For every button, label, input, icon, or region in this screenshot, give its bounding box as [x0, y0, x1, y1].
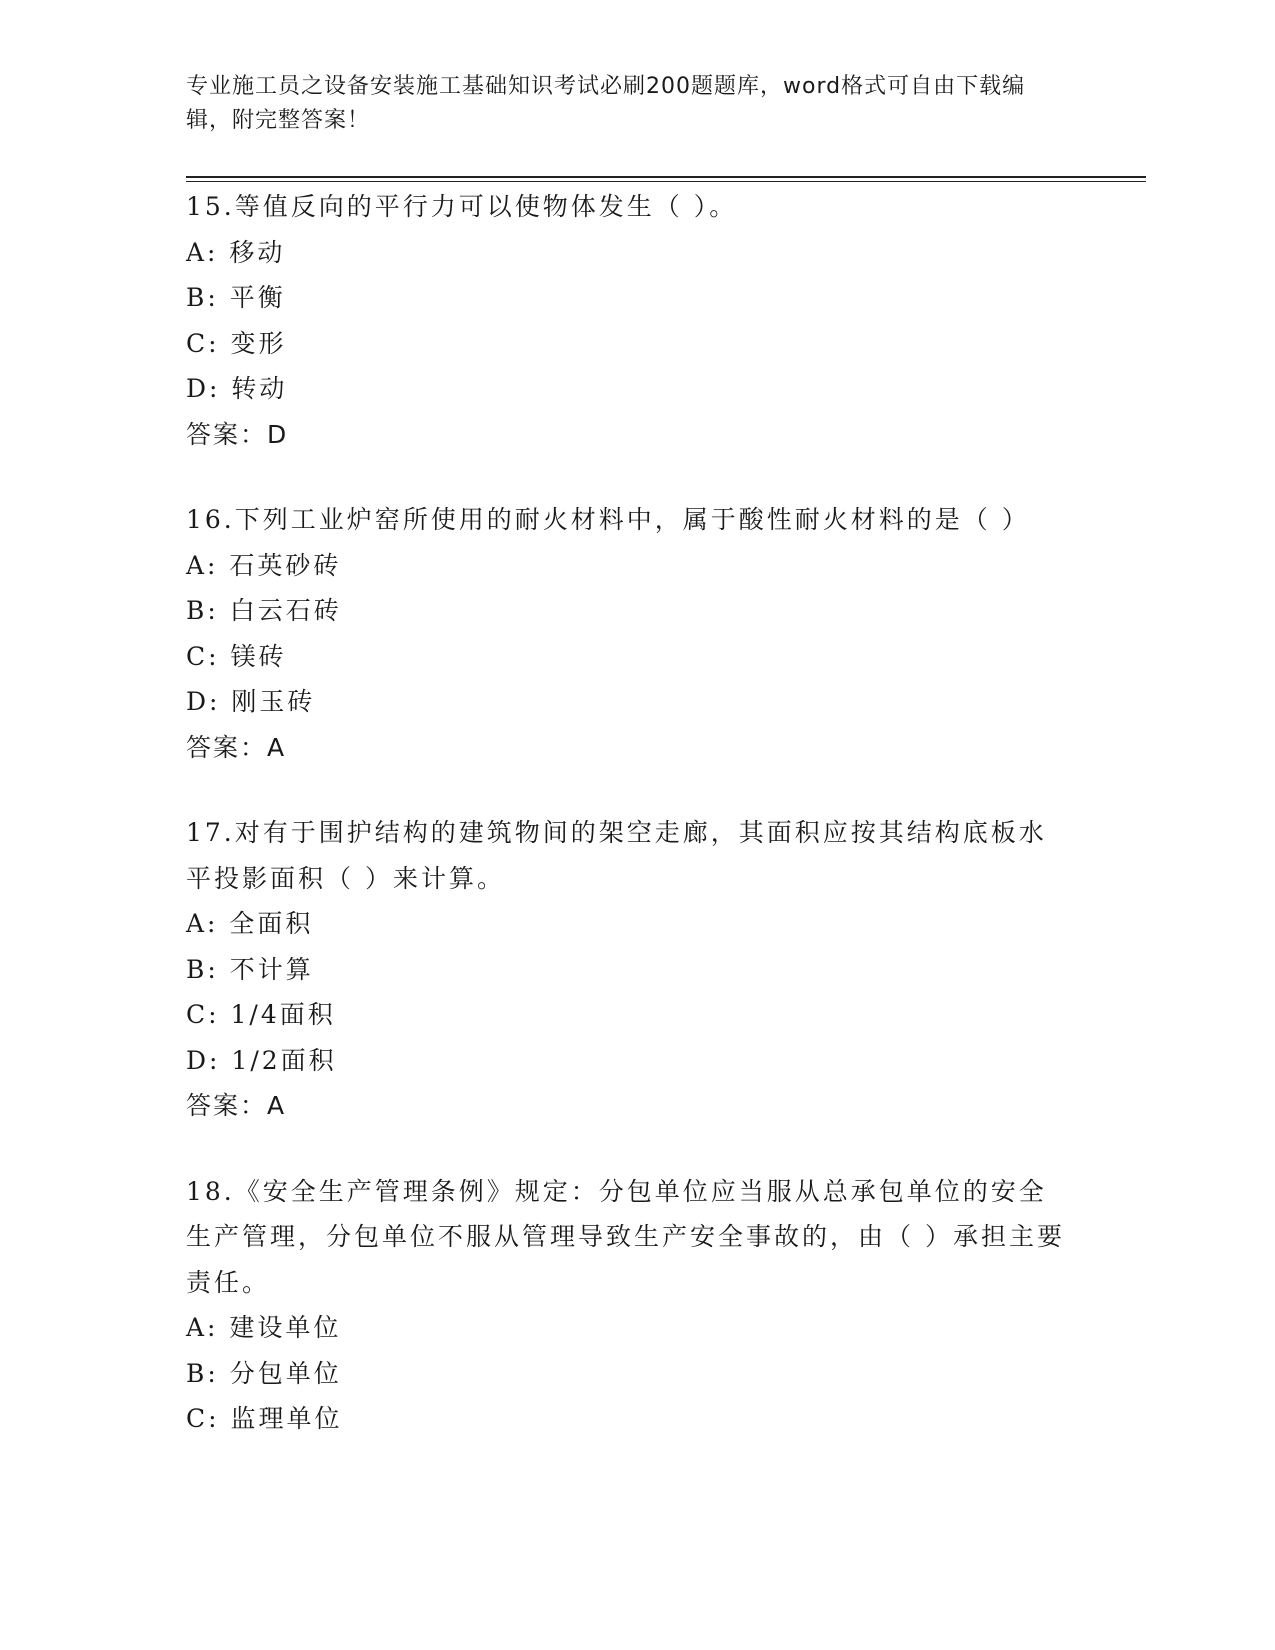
option-a: A: 全面积: [186, 909, 314, 938]
option-c: C: 监理单位: [186, 1404, 343, 1433]
option-a: A: 移动: [186, 237, 286, 267]
option-b: B: 不计算: [186, 954, 314, 984]
option-b: B: 平衡: [186, 283, 286, 312]
question-stem: 18.《安全生产管理条例》规定：分包单位应当服从总承包单位的安全生产管理，分包单位不服从管理导致生产安全事故的，由（ ）承担主要责任。: [186, 1176, 1065, 1297]
option-b: B: 分包单位: [186, 1358, 342, 1388]
option-d: D: 转动: [186, 374, 288, 403]
question-stem: 15.等值反向的平行力可以使物体发生（ ）。: [186, 192, 738, 221]
question-18: [186, 1169, 1146, 1442]
option-c: C: 变形: [186, 328, 287, 358]
document-page: [186, 70, 1146, 1442]
option-a: A: 石英砂砖: [186, 550, 342, 580]
question-stem: 17.对有于围护结构的建筑物间的架空走廊，其面积应按其结构底板水平投影面积（ ）来计算。: [186, 818, 1047, 893]
answer: 答案：A: [186, 1091, 287, 1120]
answer: 答案：A: [186, 732, 287, 762]
question-16: [186, 497, 1146, 770]
answer: 答案：D: [186, 419, 289, 449]
option-a: A: 建设单位: [186, 1313, 342, 1342]
option-b: B: 白云石砖: [186, 596, 342, 625]
header-divider: [186, 176, 1146, 178]
option-d: D: 1/2面积: [186, 1045, 337, 1075]
document-header: 专业施工员之设备安装施工基础知识考试必刷200题题库，word格式可自由下载编辑，附完整答案！: [186, 74, 1026, 133]
question-17: [186, 810, 1146, 1129]
question-stem: 16.下列工业炉窑所使用的耐火材料中，属于酸性耐火材料的是（ ）: [186, 505, 1030, 534]
option-d: D: 刚玉砖: [186, 687, 316, 716]
option-c: C: 1/4面积: [186, 1000, 336, 1029]
option-c: C: 镁砖: [186, 641, 287, 671]
question-15: [186, 184, 1146, 457]
